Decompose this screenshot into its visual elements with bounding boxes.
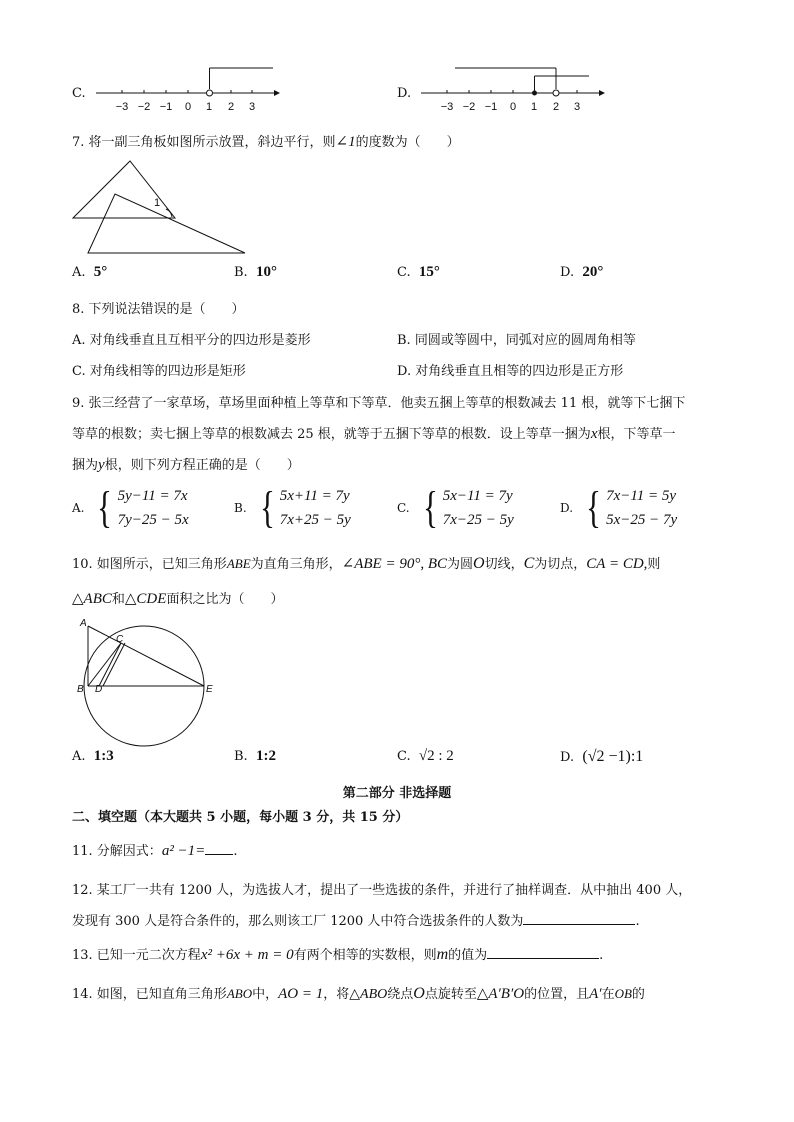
equation: 7x−25 − 5y bbox=[442, 512, 514, 528]
q10-text: 10. 如图所示，已知三角形 bbox=[72, 557, 227, 572]
q8-option-c[interactable]: C. 对角线相等的四边形是矩形 bbox=[72, 364, 246, 379]
tick-label: 2 bbox=[227, 101, 235, 113]
q14-math-abo: ABO bbox=[226, 986, 253, 1001]
q7-triangle-figure bbox=[70, 158, 252, 258]
q8-option-d[interactable]: D. 对角线垂直且相等的四边形是正方形 bbox=[397, 364, 624, 379]
equation: 7x+25 − 5y bbox=[279, 512, 351, 528]
option-value: 20° bbox=[582, 264, 604, 280]
option-value: √2 : 2 bbox=[418, 748, 454, 764]
option-value: 15° bbox=[418, 264, 440, 280]
q10-line-2 bbox=[72, 588, 283, 608]
q7-figure-label: 1 bbox=[154, 197, 161, 209]
q6-option-c-number-line bbox=[92, 62, 282, 114]
q12-line-2-text: 发现有 300 人是符合条件的，那么则该工厂 1200 人中符合选拔条件的人数为 bbox=[72, 914, 524, 929]
option-value: (√2 −1):1 bbox=[582, 748, 644, 765]
q8-option-a[interactable]: A. 对角线垂直且互相平分的四边形是菱形 bbox=[72, 333, 311, 348]
q10-text: 为圆 bbox=[447, 557, 474, 572]
q10-math-abe: ABE bbox=[226, 556, 251, 571]
q14-math-ao: AO = 1 bbox=[278, 986, 324, 1002]
point-label-d: D bbox=[95, 684, 103, 695]
q10-text: 切线， bbox=[484, 557, 524, 572]
option-letter: C. bbox=[397, 265, 411, 280]
q10-math-o: O bbox=[473, 555, 485, 572]
tick-label: 3 bbox=[248, 101, 256, 113]
tick-label: 3 bbox=[573, 101, 581, 113]
option-value: 1:2 bbox=[255, 748, 276, 764]
q13-var-m: m bbox=[436, 946, 449, 963]
q10-math-tri-abc: △ABC bbox=[72, 591, 112, 607]
brace: { bbox=[422, 483, 438, 532]
q14-math-tri: △ABO bbox=[349, 987, 388, 1002]
point-label-e: E bbox=[206, 684, 213, 695]
q6-option-d-letter: D. bbox=[397, 86, 412, 101]
q9-option-c[interactable] bbox=[397, 484, 514, 532]
q10-math-c: C bbox=[523, 555, 535, 572]
option-letter: A. bbox=[72, 501, 85, 515]
q13-answer-blank[interactable] bbox=[487, 958, 599, 959]
q14-text: ，将 bbox=[323, 987, 350, 1002]
q9-option-a[interactable] bbox=[72, 484, 189, 532]
q9-var-y: y bbox=[98, 457, 105, 473]
q14-math-a-prime: A′ bbox=[589, 986, 602, 1002]
q7-stem bbox=[72, 131, 460, 151]
tick-label: 2 bbox=[552, 101, 560, 113]
q7-option-b[interactable] bbox=[234, 264, 277, 281]
q10-option-a[interactable] bbox=[72, 748, 114, 765]
q14-text: 点旋转至 bbox=[424, 987, 477, 1002]
q7-option-a[interactable] bbox=[72, 264, 107, 281]
q14-text: 在 bbox=[601, 987, 615, 1002]
q13-equation: x² +6x + m = 0 bbox=[200, 947, 294, 963]
equation: 5x−25 − 7y bbox=[606, 512, 678, 528]
q12-line-1: 12. 某工厂一共有 1200 人，为选拔人才，提出了一些选拔的条件，并进行了抽样调查．从中抽出 400 人， bbox=[72, 883, 692, 898]
q7-stem-end: 的度数为（ ） bbox=[355, 135, 460, 150]
q12-end: . bbox=[635, 914, 640, 929]
q13-mid: 有两个相等的实数根，则 bbox=[293, 948, 437, 963]
equation: 5x−11 = 7y bbox=[442, 488, 513, 504]
q14-text: 中， bbox=[252, 987, 279, 1002]
q14-line-1 bbox=[72, 983, 645, 1003]
q12-line-2 bbox=[72, 910, 640, 929]
q10-text: 面积之比为（ ） bbox=[166, 592, 284, 607]
q7-option-c[interactable] bbox=[397, 264, 440, 281]
point-label-b: B bbox=[77, 684, 84, 695]
q10-option-c[interactable] bbox=[397, 748, 454, 765]
q6-option-d-number-line bbox=[417, 62, 607, 114]
option-letter: D. bbox=[560, 750, 575, 765]
equation: 7y−25 − 5x bbox=[117, 512, 189, 528]
tick-label: −1 bbox=[159, 101, 173, 113]
q9-option-d[interactable] bbox=[560, 484, 677, 532]
option-letter: D. bbox=[560, 501, 574, 515]
tick-label: 0 bbox=[184, 101, 192, 113]
q9-line-2-end: 根，下等草一 bbox=[597, 427, 676, 442]
option-letter: C. bbox=[397, 749, 411, 764]
q9-line-2 bbox=[72, 423, 676, 443]
q10-math-ca-cd: CA = CD, bbox=[586, 556, 648, 572]
q8-stem: 8. 下列说法错误的是（ ） bbox=[72, 302, 245, 317]
option-letter: B. bbox=[234, 501, 247, 515]
option-letter: B. bbox=[234, 265, 248, 280]
q14-math-ob: OB bbox=[614, 986, 632, 1001]
q9-var-x: x bbox=[590, 426, 598, 442]
q13-end-text: 的值为 bbox=[448, 948, 488, 963]
q14-math-o: O bbox=[413, 985, 425, 1002]
tick-label: −3 bbox=[440, 101, 454, 113]
q8-option-b[interactable]: B. 同圆或等圆中，同弧对应的圆周角相等 bbox=[397, 333, 636, 348]
q10-math-tri-cde: △CDE bbox=[124, 591, 167, 607]
q14-text: 14. 如图，已知直角三角形 bbox=[72, 987, 227, 1002]
q14-text: 的位置，且 bbox=[524, 987, 590, 1002]
q9-line-3-start: 捆为 bbox=[72, 458, 99, 473]
point-label-c: C bbox=[116, 634, 124, 645]
q11-expression: a² −1= bbox=[161, 843, 206, 859]
q9-option-b[interactable] bbox=[234, 484, 351, 532]
option-letter: A. bbox=[72, 749, 86, 764]
equation: 5x+11 = 7y bbox=[279, 488, 350, 504]
q10-text: 则 bbox=[647, 557, 661, 572]
q7-angle-symbol: ∠1 bbox=[335, 134, 356, 150]
q14-text: 绕点 bbox=[387, 987, 414, 1002]
option-letter: B. bbox=[234, 749, 248, 764]
tick-label: 0 bbox=[509, 101, 517, 113]
q10-circle-figure bbox=[72, 614, 222, 754]
q11 bbox=[72, 840, 237, 860]
equation: 5y−11 = 7x bbox=[117, 488, 188, 504]
point-label-a: A bbox=[80, 618, 87, 629]
tick-label: −2 bbox=[462, 101, 476, 113]
q10-line-1 bbox=[72, 553, 660, 573]
q10-text: 为直角三角形， bbox=[250, 557, 342, 572]
q9-line-2-text: 等草的根数；卖七捆上等草的根数减去 25 根，就等于五捆下等草的根数．设上等草一捆为 bbox=[72, 427, 591, 442]
tick-label: −1 bbox=[484, 101, 498, 113]
brace: { bbox=[97, 483, 113, 532]
q6-option-c-letter: C. bbox=[72, 86, 86, 101]
q10-text: 为切点， bbox=[534, 557, 587, 572]
q9-line-3-end: 根，则下列方程正确的是（ ） bbox=[104, 458, 300, 473]
q7-stem-text: 7. 将一副三角板如图所示放置，斜边平行，则 bbox=[72, 135, 336, 150]
q10-text: 和 bbox=[111, 592, 125, 607]
q7-option-d[interactable] bbox=[560, 264, 603, 281]
brace: { bbox=[259, 483, 275, 532]
section2-title: 二、填空题（本大题共 5 小题，每小题 3 分，共 15 分） bbox=[72, 810, 409, 825]
tick-label: −3 bbox=[115, 101, 129, 113]
q9-line-1: 9. 张三经营了一家草场，草场里面种植上等草和下等草．他卖五捆上等草的根数减去 11 根，就等下七捆下 bbox=[72, 396, 686, 411]
q13-end: . bbox=[599, 948, 604, 963]
brace: { bbox=[586, 483, 601, 532]
tick-label: 1 bbox=[530, 101, 538, 113]
equation: 7x−11 = 5y bbox=[606, 488, 677, 504]
option-value: 10° bbox=[255, 264, 277, 280]
q14-text: 的 bbox=[631, 987, 645, 1002]
tick-label: 1 bbox=[205, 101, 213, 113]
q13-text: 13. 已知一元二次方程 bbox=[72, 948, 201, 963]
option-letter: D. bbox=[560, 265, 575, 280]
option-letter: A. bbox=[72, 265, 86, 280]
q14-math-tri2: △A′B′O bbox=[476, 986, 525, 1002]
part2-title: 第二部分 非选择题 bbox=[342, 786, 452, 801]
q11-text: 11. 分解因式： bbox=[72, 844, 162, 859]
q13 bbox=[72, 944, 603, 964]
q9-line-3 bbox=[72, 454, 300, 474]
option-letter: C. bbox=[397, 501, 410, 515]
q11-end: . bbox=[233, 844, 238, 859]
option-value: 5° bbox=[93, 264, 108, 280]
option-value: 1:3 bbox=[93, 748, 114, 764]
q11-answer-blank[interactable] bbox=[205, 854, 233, 855]
q10-math-condition: ∠ABE = 90°, BC bbox=[341, 556, 448, 572]
q10-option-b[interactable] bbox=[234, 748, 276, 765]
q12-answer-blank[interactable] bbox=[523, 924, 635, 925]
tick-label: −2 bbox=[137, 101, 151, 113]
q10-option-d[interactable] bbox=[560, 748, 643, 766]
